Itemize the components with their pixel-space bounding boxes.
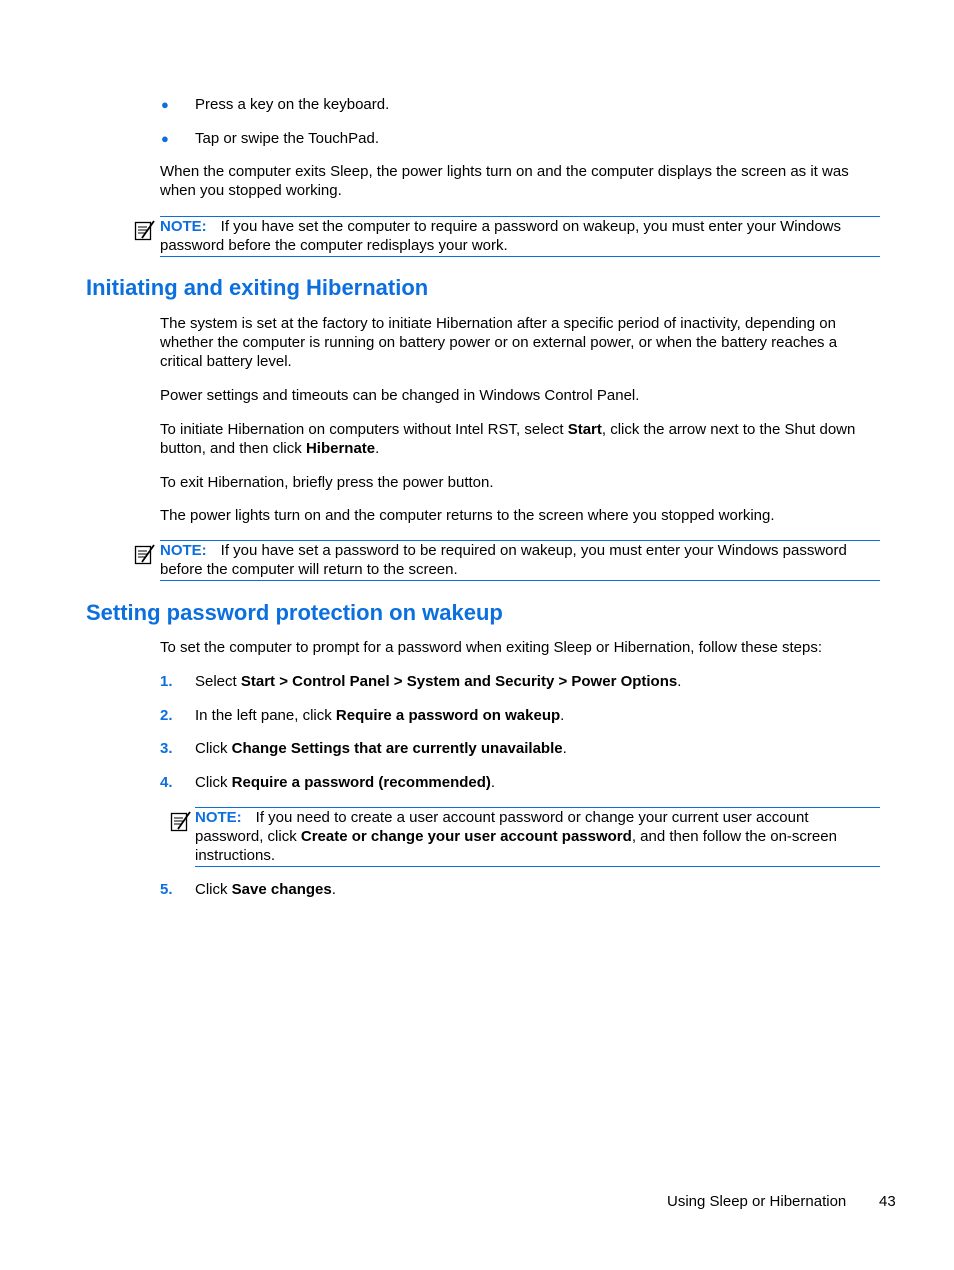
password-intro-paragraph: To set the computer to prompt for a password when exiting Sleep or Hibernation, follow these steps: — [160, 639, 823, 656]
exit-sleep-paragraph: When the computer exits Sleep, the power lights turn on and the computer displays the screen as it was when you stopped working. — [160, 163, 849, 199]
note-text: If you have set the computer to require a password on wakeup, you must enter your Windows password before the computer redisplays your work. — [160, 218, 841, 254]
power-settings-paragraph: Power settings and timeouts can be changed in Windows Control Panel. — [160, 387, 640, 404]
step-5 — [195, 880, 885, 899]
bullet-marker: ● — [161, 131, 169, 146]
step-number: 3. — [160, 740, 173, 757]
bold-run: Require a password (recommended) — [231, 774, 491, 791]
bullet-press-key: Press a key on the keyboard. — [195, 96, 390, 113]
text-run: Click — [195, 740, 232, 757]
text-run: . — [375, 440, 380, 457]
note-icon — [134, 543, 156, 565]
text-run: . — [677, 673, 682, 690]
text-run: . — [560, 707, 565, 724]
bold-run: Save changes — [231, 881, 332, 898]
note-label: NOTE: — [160, 542, 207, 559]
note-box — [160, 216, 880, 257]
text-run: To initiate Hibernation on computers without Intel RST, select — [160, 421, 568, 438]
footer-section-title: Using Sleep or Hibernation — [667, 1193, 847, 1210]
note-icon — [170, 810, 192, 832]
note-box — [160, 540, 880, 581]
bold-run: Start > Control Panel > System and Security > Power Options — [240, 673, 678, 690]
bold-start: Start — [567, 421, 602, 438]
bullet-tap-touchpad: Tap or swipe the TouchPad. — [195, 130, 380, 147]
step-number: 2. — [160, 707, 173, 724]
note-text: , and then follow the on-screen instructions. — [195, 828, 837, 864]
text-run: In the left pane, click — [195, 707, 336, 724]
text-run: Select — [195, 673, 241, 690]
step-number: 1. — [160, 673, 173, 690]
power-lights-paragraph: The power lights turn on and the computer returns to the screen where you stopped working. — [160, 507, 775, 524]
hibernation-factory-paragraph: The system is set at the factory to initiate Hibernation after a specific period of inactivity, depending on whether the computer is running on battery power or on external power, or when the battery reaches a critical battery level. — [160, 315, 838, 370]
text-run: , click the arrow next to the Shut down button, and then click — [160, 421, 856, 457]
text-run: Click — [195, 881, 232, 898]
note-label: NOTE: — [160, 218, 207, 235]
section-heading-hibernation: Initiating and exiting Hibernation — [86, 275, 429, 300]
text-run: . — [562, 740, 567, 757]
step-3 — [195, 739, 885, 758]
section-heading-password: Setting password protection on wakeup — [86, 600, 503, 625]
bold-run: Change Settings that are currently unavailable — [231, 740, 563, 757]
bullet-marker: ● — [161, 97, 169, 112]
step-4 — [195, 773, 885, 792]
text-run: Click — [195, 774, 232, 791]
bold-run: Require a password on wakeup — [335, 707, 561, 724]
note-text: If you need to create a user account password or change your current user account password, click — [195, 809, 809, 845]
exit-hibernation-paragraph: To exit Hibernation, briefly press the power button. — [160, 474, 494, 491]
step-2 — [195, 706, 885, 725]
page-number: 43 — [879, 1193, 896, 1210]
note-box — [195, 807, 880, 867]
bold-hibernate: Hibernate — [305, 440, 376, 457]
step-number: 4. — [160, 774, 173, 791]
text-run: . — [490, 774, 496, 791]
step-1 — [195, 672, 885, 691]
text-run: . — [331, 881, 336, 898]
note-label: NOTE: — [195, 809, 242, 826]
bold-run: Create or change your user account password — [300, 828, 632, 845]
note-text: If you have set a password to be required on wakeup, you must enter your Windows password before the computer will return to the screen. — [160, 542, 847, 578]
note-icon — [134, 219, 156, 241]
step-number: 5. — [160, 881, 173, 898]
initiate-hibernation-paragraph — [160, 420, 880, 458]
